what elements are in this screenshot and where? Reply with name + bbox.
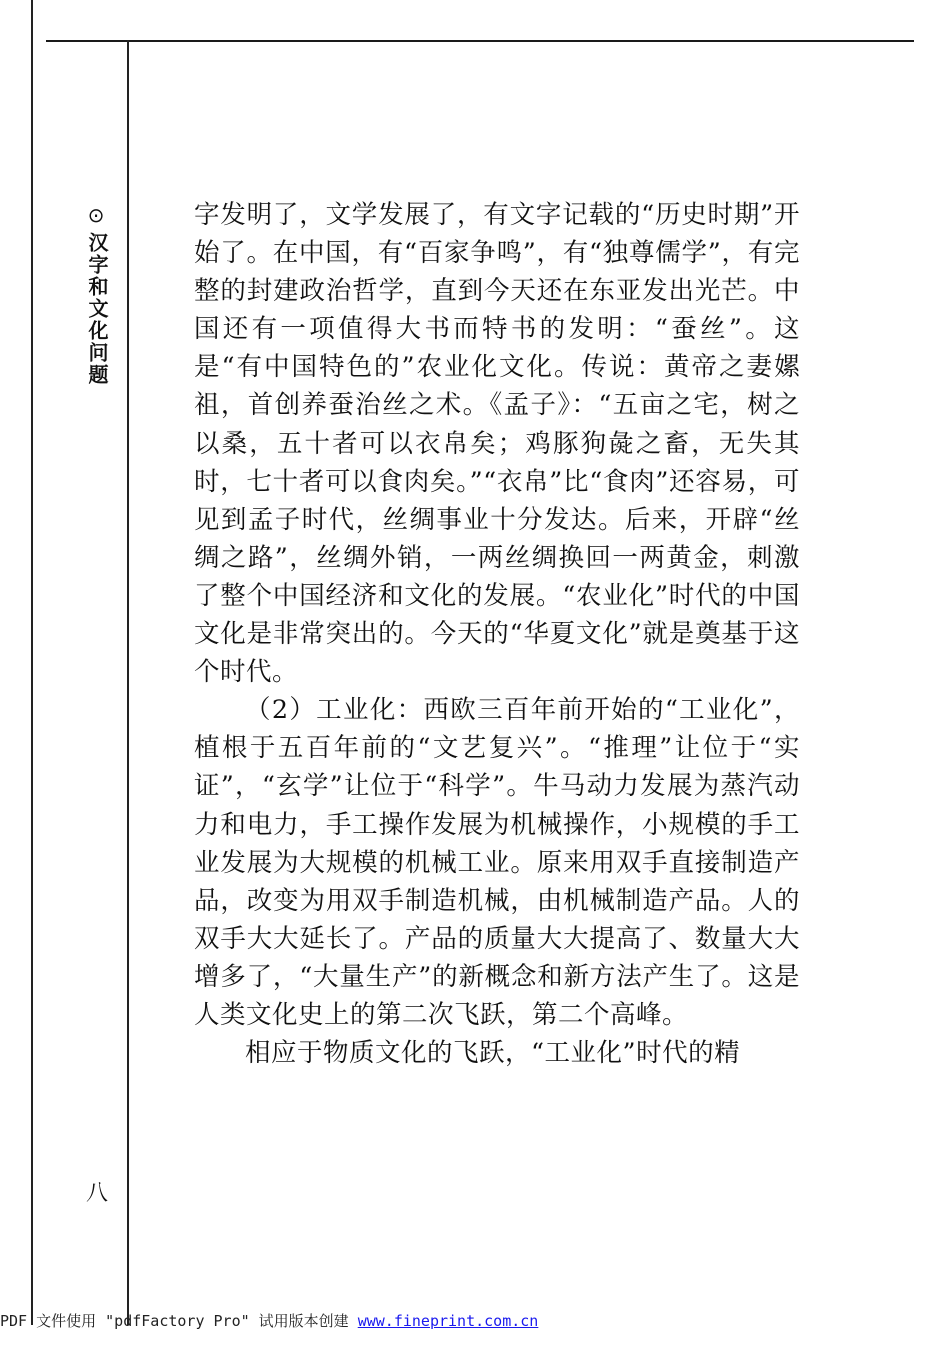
footer-text: PDF 文件使用 "pdfFactory Pro" 试用版本创建 [0, 1312, 358, 1330]
paragraph: （2）工业化：西欧三百年前开始的“工业化”，植根于五百年前的“文艺复兴”。“推理”让位于“实证”，“玄学”让位于“科学”。牛马动力发展为蒸汽动力和电力，手工操作发展为机械操作，小规模的手工业发展为大规模的机械工业。原来用双手直接制造产品，改变为用双手制造机械，由机械制造产品。人的双手大大延长了。产品的质量大大提高了、数量大大增多了，“大量生产”的新概念和新方法产生了。这是人类文化史上的第二次飞跃，第二个高峰。 [194, 695, 800, 1030]
header-rule [46, 40, 914, 42]
running-title: 汉字和文化问题 [85, 232, 109, 386]
margin-rule-outer [31, 0, 33, 1325]
margin-rule-inner [127, 40, 129, 1325]
footer-link[interactable]: www.fineprint.com.cn [357, 1312, 539, 1330]
circle-dot-icon: ⊙ [87, 203, 105, 227]
body-text [194, 196, 800, 1072]
pdf-footer [0, 1310, 538, 1331]
paragraph: 字发明了，文学发展了，有文字记载的“历史时期”开始了。在中国，有“百家争鸣”，有“独尊儒学”，有完整的封建政治哲学，直到今天还在东亚发出光芒。中国还有一项值得大书而特书的发明：“蚕丝”。这是“有中国特色的”农业化文化。传说：黄帝之妻嫘祖，首创养蚕治丝之术。《孟子》：“五亩之宅，树之以桑，五十者可以衣帛矣；鸡豚狗彘之畜，无失其时，七十者可以食肉矣。”“衣帛”比“食肉”还容易，可见到孟子时代，丝绸事业十分发达。后来，开辟“丝绸之路”，丝绸外销，一两丝绸换回一两黄金，刺激了整个中国经济和文化的发展。“农业化”时代的中国文化是非常突出的。今天的“华夏文化”就是奠基于这个时代。 [194, 200, 800, 688]
page-number: 八 [86, 1181, 109, 1206]
paragraph: 相应于物质文化的飞跃，“工业化”时代的精 [245, 1038, 741, 1069]
